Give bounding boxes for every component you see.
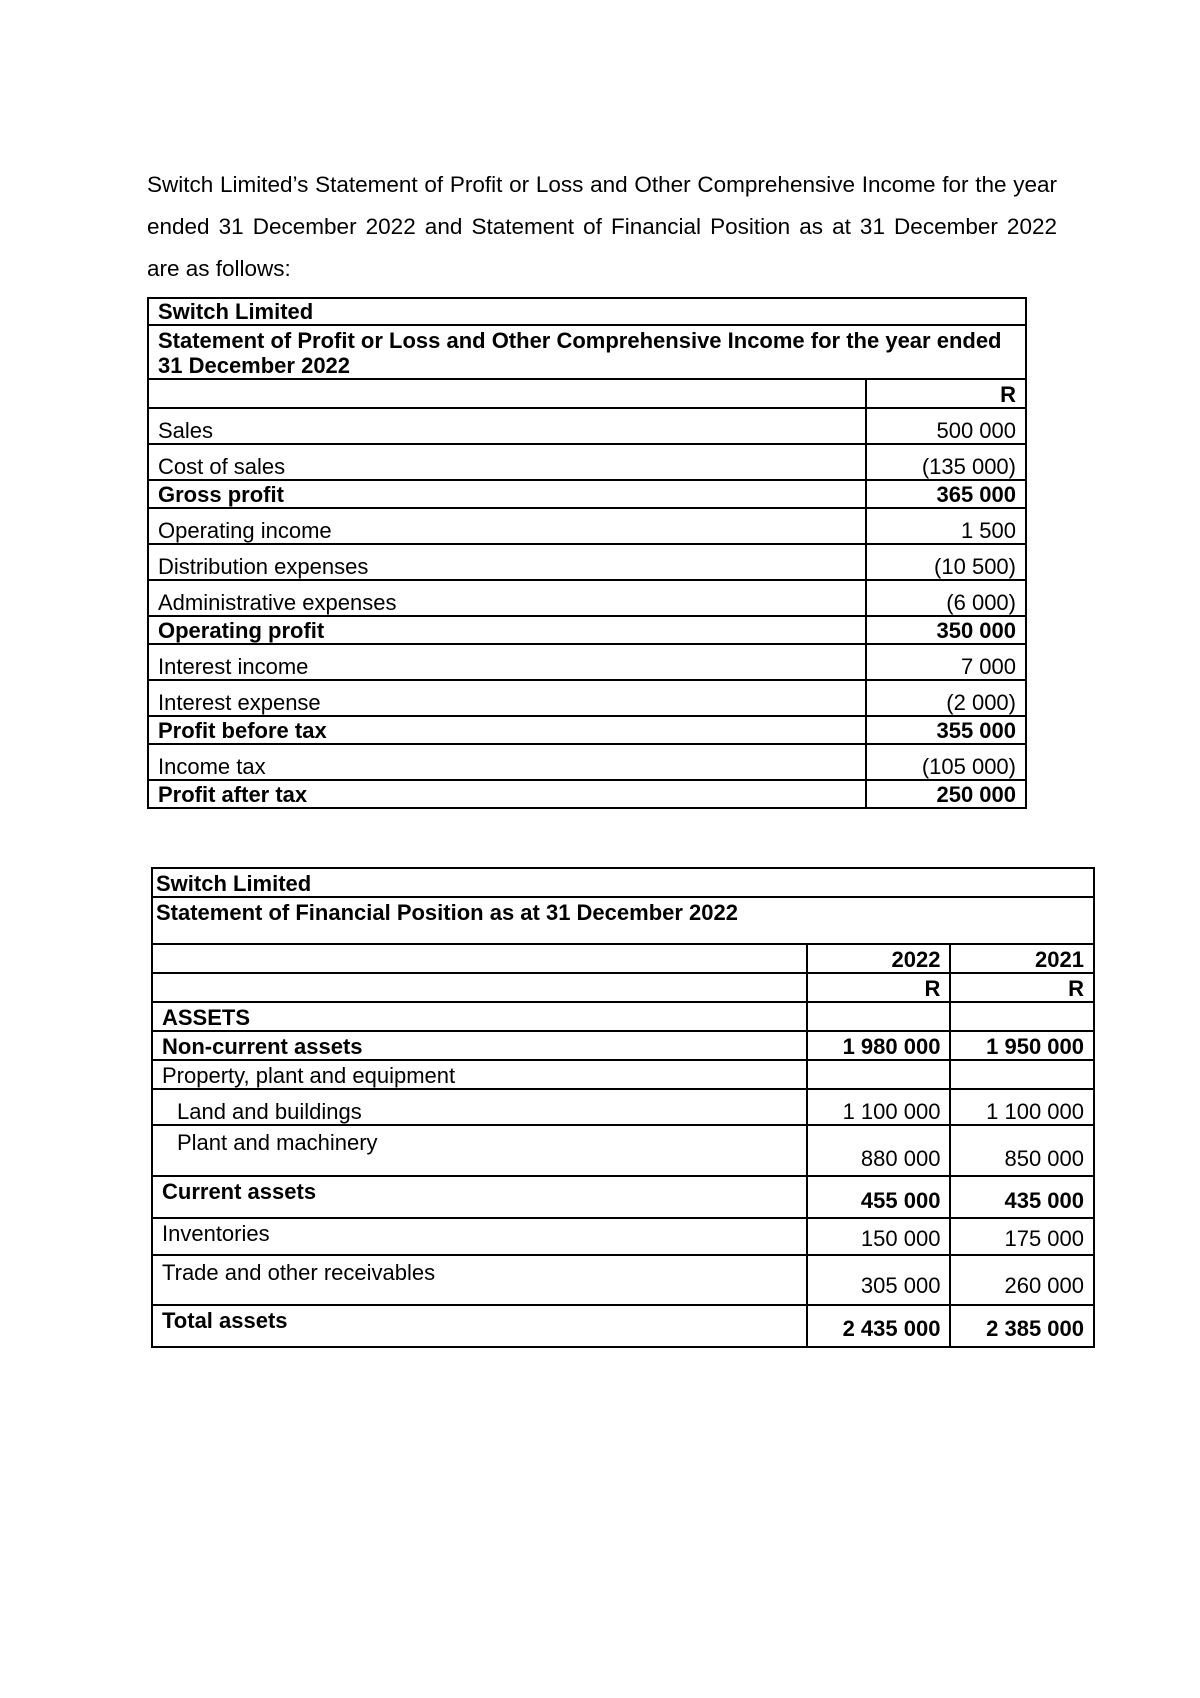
pl-row-label: Profit before tax: [148, 716, 866, 744]
fp-row-value-2021: 435 000: [950, 1176, 1094, 1218]
intro-paragraph: Switch Limited’s Statement of Profit or Loss and Other Comprehensive Income for the year ended 31 December 2022 and Statement of Financial Position as at 31 December 2022 are as follows:: [147, 172, 1057, 281]
fp-row-label: Plant and machinery: [152, 1125, 807, 1176]
pl-row-value: (105 000): [866, 744, 1026, 780]
pl-row-label: Interest expense: [148, 680, 866, 716]
pl-row-label: Distribution expenses: [148, 544, 866, 580]
fp-row-value-2022: [807, 1060, 951, 1089]
pl-row-label: Gross profit: [148, 480, 866, 508]
pl-row-value: (10 500): [866, 544, 1026, 580]
fp-row-value-2021: 850 000: [950, 1125, 1094, 1176]
pl-row-label: Profit after tax: [148, 780, 866, 808]
pl-row-label: Cost of sales: [148, 444, 866, 480]
fp-header-blank: [152, 944, 807, 973]
pl-row-value: 7 000: [866, 644, 1026, 680]
fp-row-label: Land and buildings: [152, 1089, 807, 1125]
pl-row-value: (135 000): [866, 444, 1026, 480]
pl-row-value: (6 000): [866, 580, 1026, 616]
fp-row-label: Total assets: [152, 1305, 807, 1347]
fp-row-value-2022: 2 435 000: [807, 1305, 951, 1347]
fp-statement-title: Statement of Financial Position as at 31 December 2022: [152, 897, 1094, 944]
fp-row-value-2022: 305 000: [807, 1255, 951, 1305]
fp-row-label: ASSETS: [152, 1002, 807, 1031]
fp-header-blank: [152, 973, 807, 1002]
profit-loss-table: [147, 297, 1027, 809]
fp-currency-header: R: [807, 973, 951, 1002]
pl-statement-title: Statement of Profit or Loss and Other Comprehensive Income for the year ended 31 December 2022: [148, 325, 1026, 379]
pl-row-value: 250 000: [866, 780, 1026, 808]
pl-row-label: Income tax: [148, 744, 866, 780]
fp-year-header: 2021: [950, 944, 1094, 973]
pl-row-value: 500 000: [866, 408, 1026, 444]
fp-row-value-2022: [807, 1002, 951, 1031]
pl-row-label: Operating income: [148, 508, 866, 544]
fp-row-value-2021: [950, 1060, 1094, 1089]
fp-row-value-2022: 1 100 000: [807, 1089, 951, 1125]
fp-row-label: Current assets: [152, 1176, 807, 1218]
fp-row-label: Property, plant and equipment: [152, 1060, 807, 1089]
fp-row-value-2021: 260 000: [950, 1255, 1094, 1305]
pl-company-name: Switch Limited: [148, 298, 1026, 325]
pl-row-value: 1 500: [866, 508, 1026, 544]
financial-position-table: [151, 867, 1095, 1348]
fp-row-value-2021: 175 000: [950, 1218, 1094, 1255]
pl-row-value: 355 000: [866, 716, 1026, 744]
pl-row-value: 365 000: [866, 480, 1026, 508]
fp-row-label: Non-current assets: [152, 1031, 807, 1060]
pl-row-value: (2 000): [866, 680, 1026, 716]
fp-row-value-2022: 455 000: [807, 1176, 951, 1218]
fp-row-value-2021: 1 950 000: [950, 1031, 1094, 1060]
pl-row-label: Administrative expenses: [148, 580, 866, 616]
fp-row-label: Inventories: [152, 1218, 807, 1255]
pl-row-value: 350 000: [866, 616, 1026, 644]
fp-row-value-2021: 1 100 000: [950, 1089, 1094, 1125]
fp-row-value-2021: [950, 1002, 1094, 1031]
pl-currency-header: R: [866, 379, 1026, 408]
pl-row-label: Operating profit: [148, 616, 866, 644]
fp-row-label: Trade and other receivables: [152, 1255, 807, 1305]
pl-row-label: Sales: [148, 408, 866, 444]
pl-header-blank: [148, 379, 866, 408]
pl-row-label: Interest income: [148, 644, 866, 680]
fp-company-name: Switch Limited: [152, 868, 1094, 897]
fp-row-value-2022: 1 980 000: [807, 1031, 951, 1060]
fp-currency-header: R: [950, 973, 1094, 1002]
fp-row-value-2022: 880 000: [807, 1125, 951, 1176]
fp-year-header: 2022: [807, 944, 951, 973]
fp-row-value-2022: 150 000: [807, 1218, 951, 1255]
fp-row-value-2021: 2 385 000: [950, 1305, 1094, 1347]
